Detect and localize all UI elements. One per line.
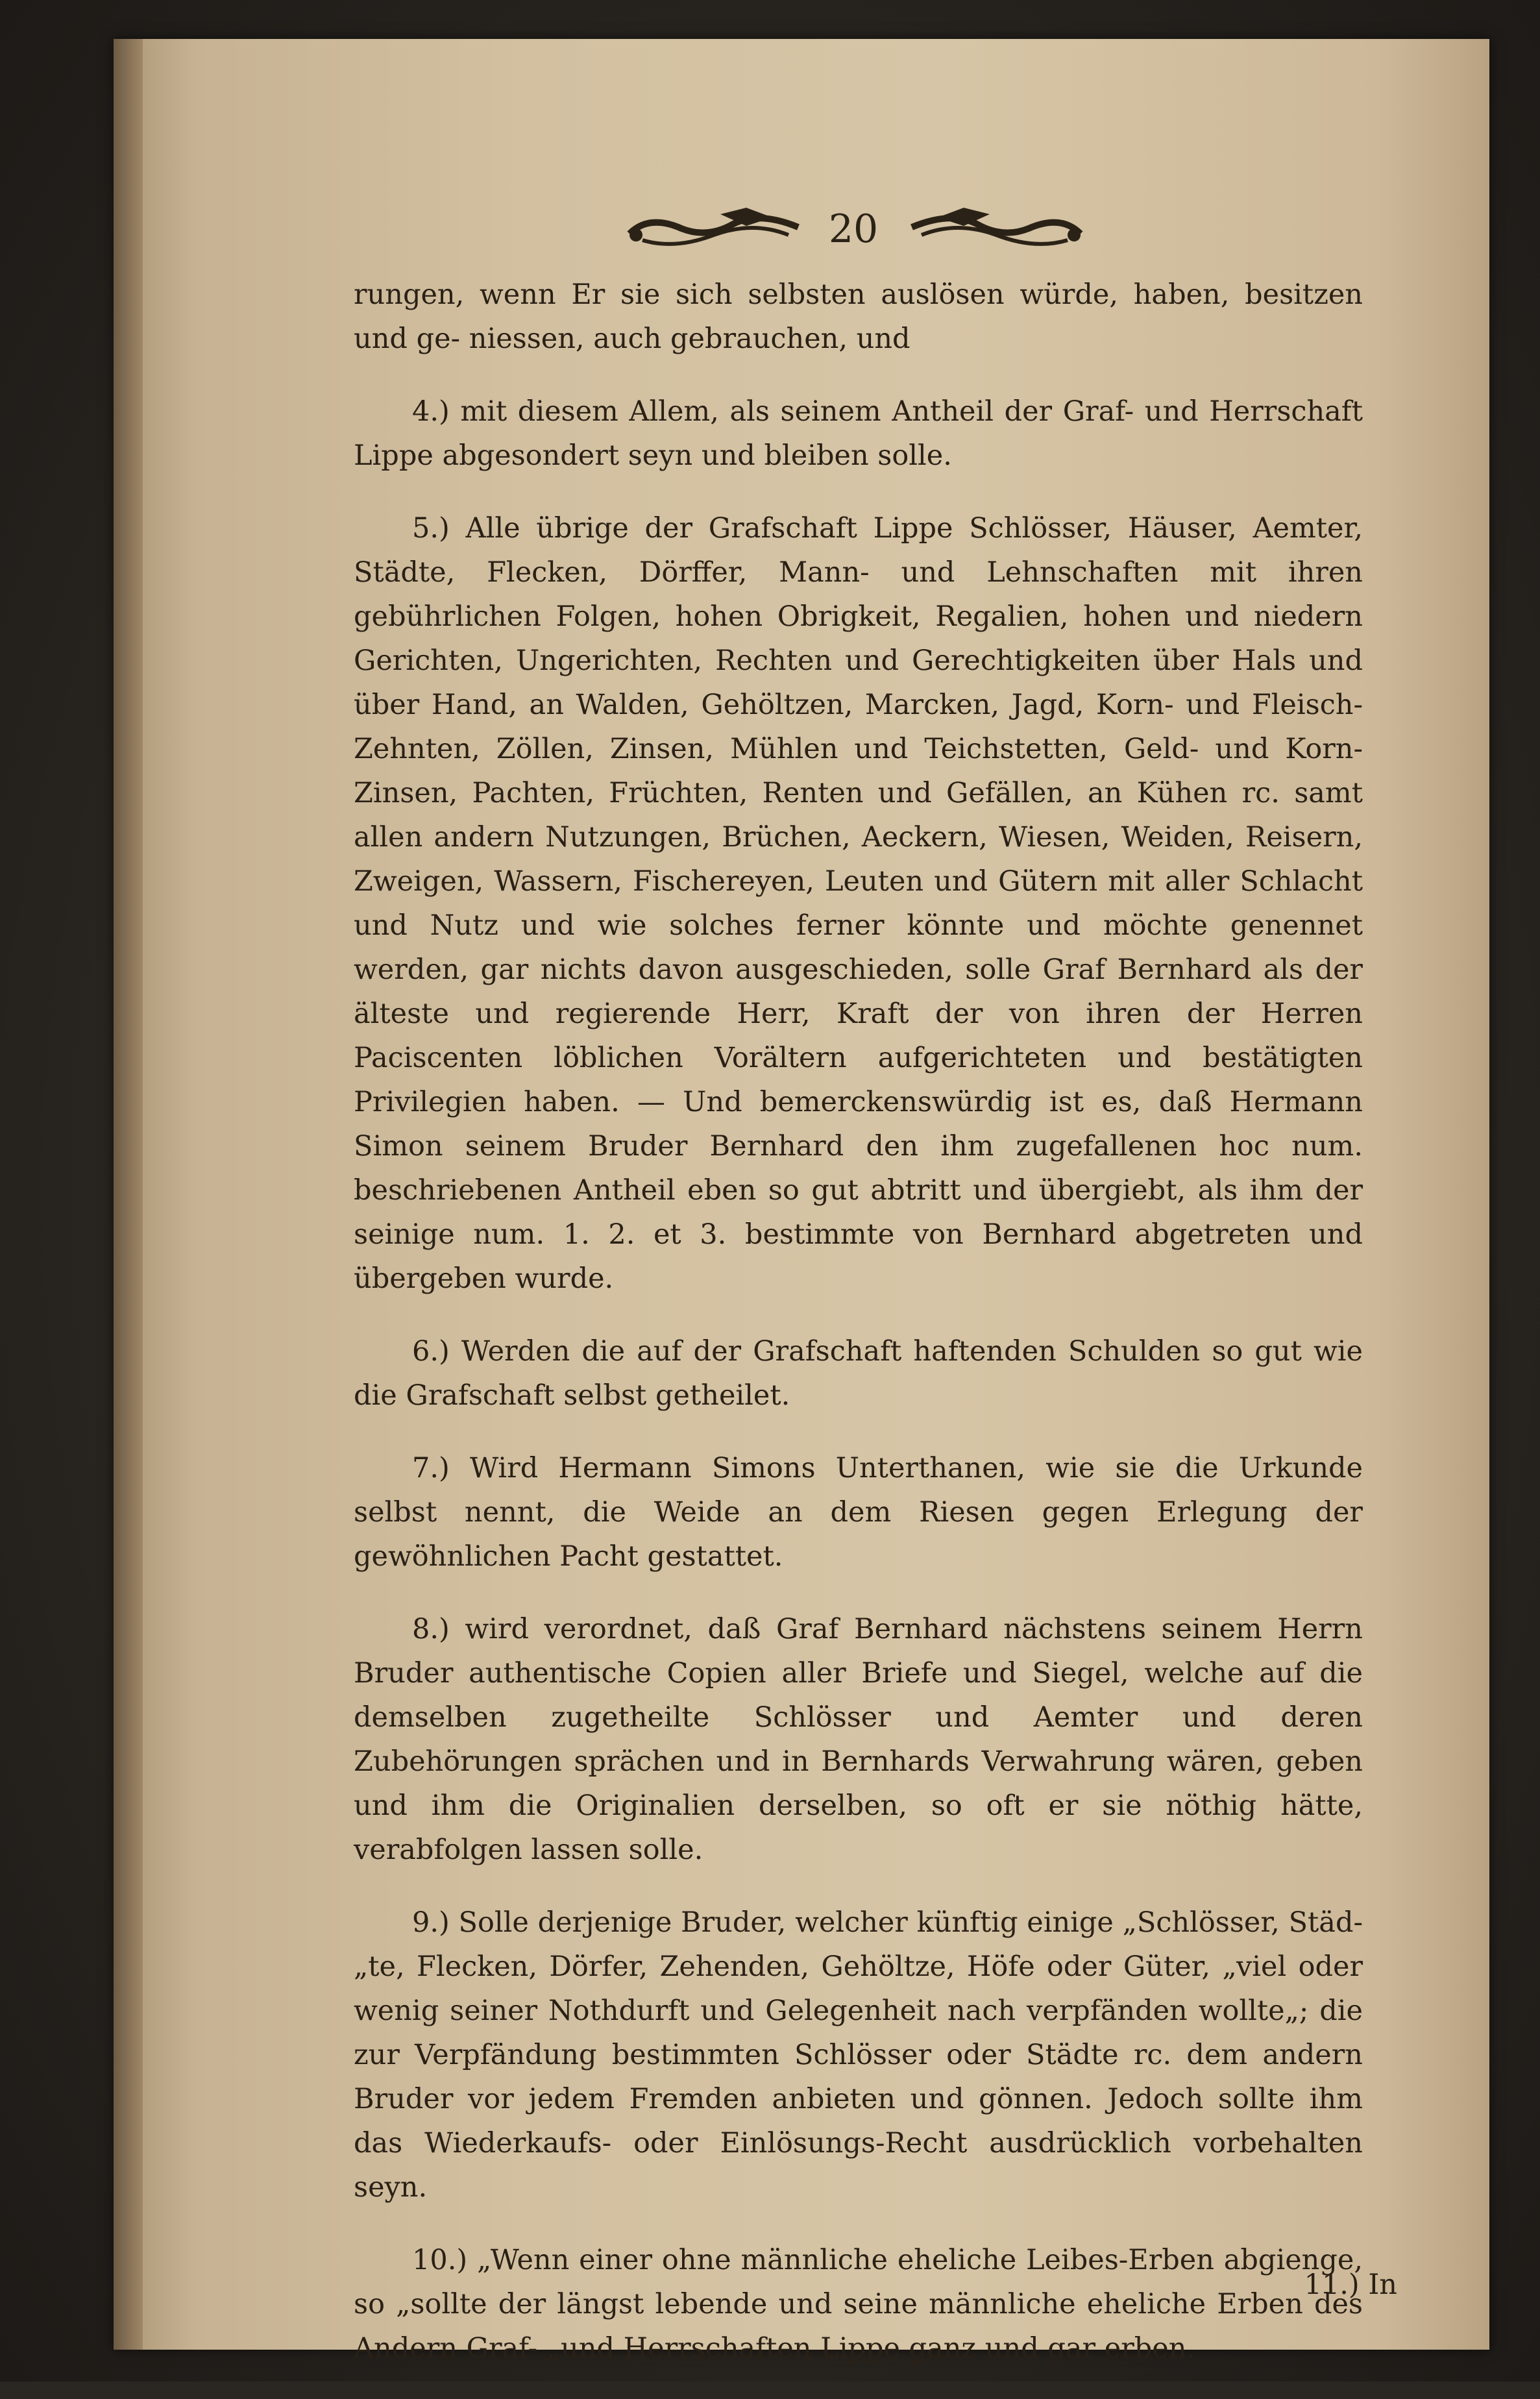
paragraph-8: 8.) wird verordnet, daß Graf Bernhard nächstens seinem Herrn Bruder authentische Copien aller Briefe und Siegel, welche auf die demselben zugetheilte Schlösser und Aemter und deren Zubehörungen sprächen und in Bernhards Verwahrung wären, geben und ihm die Originalien derselben, so oft er sie nöthig hätte, verabfolgen lassen solle. bbox=[354, 1613, 1363, 1866]
paragraph-5: 5.) Alle übrige der Grafschaft Lippe Schlösser, Häuser, Aemter, Städte, Flecken, Dörffer, Mann- und Lehnschaften mit ihren gebührlichen Folgen, hohen Obrigkeit, Regalien, hohen und niedern Gerichten, Ungerichten, Rechten und Gerechtigkeiten über Hals und über Hand, an Walden, Gehöltzen, Marcken, Jagd, Korn- und Fleisch-Zehnten, Zöllen, Zinsen, Mühlen und Teichstetten, Geld- und Korn-Zinsen, Pachten, Früchten, Renten und Gefällen, an Kühen rc. samt allen andern Nutzungen, Brüchen, Aeckern, Wiesen, Weiden, Reisern, Zweigen, Wassern, Fischereyen, Leuten und Gütern mit aller Schlacht und Nutz und wie solches ferner könnte und möchte genennet werden, gar nichts davon ausgeschieden, solle Graf Bernhard als der älteste und regierende Herr, Kraft der von ihren der Herren Paciscenten löblichen Vorältern aufgerichteten und bestätigten Privilegien haben. — Und bemerckenswürdig ist es, daß Hermann Simon seinem Bruder Bernhard den ihm zugefallenen hoc num. beschriebenen Antheil eben so gut abtritt und übergiebt, als ihm der seinige num. 1. 2. et 3. bestimmte von Bernhard abgetreten und übergeben wurde. bbox=[354, 512, 1363, 1295]
paragraph-continuation: rungen, wenn Er sie sich selbsten auslösen würde, haben, besitzen und ge- niessen, auch gebrauchen, und bbox=[354, 278, 1363, 355]
paragraph-6: 6.) Werden die auf der Grafschaft haftenden Schulden so gut wie die Grafschaft selbst getheilet. bbox=[354, 1335, 1363, 1412]
body-text bbox=[354, 273, 1363, 2399]
right-header-ornament bbox=[905, 188, 1087, 266]
paragraph-4: 4.) mit diesem Allem, als seinem Antheil der Graf- und Herrschaft Lippe abgesondert seyn und bleiben solle. bbox=[354, 395, 1363, 472]
paragraph-7: 7.) Wird Hermann Simons Unterthanen, wie sie die Urkunde selbst nennt, die Weide an dem Riesen gegen Erlegung der gewöhnlichen Pacht gestattet. bbox=[354, 1452, 1363, 1573]
paragraph-10: 10.) „Wenn einer ohne männliche eheliche Leibes-Erben abgienge, so „sollte der längst lebende und seine männliche eheliche Erben des Andern Graf- „und Herrschaften Lippe ganz und gar erben. bbox=[354, 2244, 1363, 2365]
page-gutter bbox=[114, 39, 143, 2350]
left-header-ornament bbox=[623, 188, 805, 266]
paragraph-9: 9.) Solle derjenige Bruder, welcher künftig einige „Schlösser, Städ- „te, Flecken, Dörfer, Zehenden, Gehöltze, Höfe oder Güter, „viel oder wenig seiner Nothdurft und Gelegenheit nach verpfänden wollte„; die zur Verpfändung bestimmten Schlösser oder Städte rc. dem andern Bruder vor jedem Fremden anbieten und gönnen. Jedoch sollte ihm das Wiederkaufs- oder Einlösungs-Recht ausdrücklich vorbehalten seyn. bbox=[354, 1906, 1363, 2204]
catchword: 11.) In bbox=[1304, 2269, 1397, 2301]
page-number: 20 bbox=[828, 206, 879, 252]
